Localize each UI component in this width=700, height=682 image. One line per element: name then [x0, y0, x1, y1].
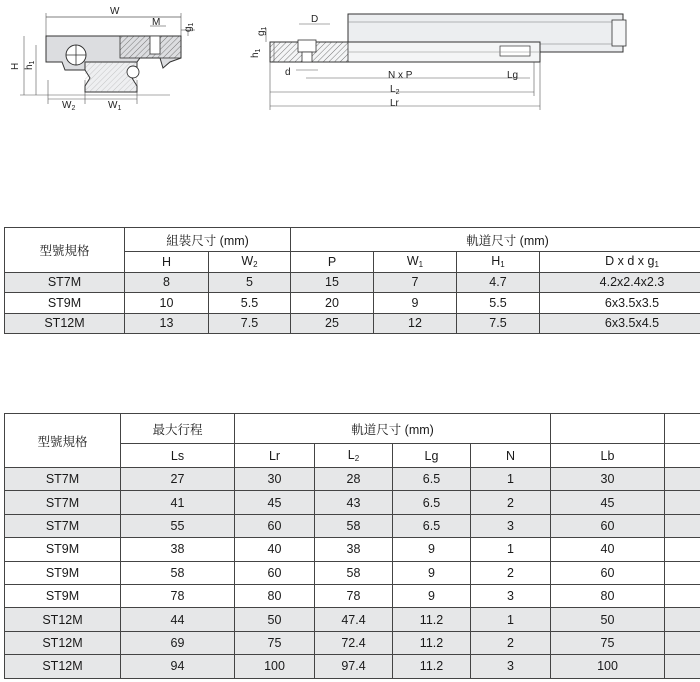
cell-lg: 11.2 [393, 608, 471, 631]
cell-lb: 60 [551, 514, 665, 537]
cell-lr: 30 [235, 468, 315, 491]
rail-group-header: 軌道尺寸 (mm) [235, 414, 551, 444]
cell-model: ST9M [5, 584, 121, 607]
cell-ls: 78 [121, 584, 235, 607]
cell-model: ST12M [5, 631, 121, 654]
label-L2: $L_2$ [390, 84, 400, 96]
cell-lb: 60 [551, 561, 665, 584]
cell-n: 3 [471, 584, 551, 607]
blank-header [551, 414, 665, 444]
cell-l2: 38 [315, 538, 393, 561]
technical-drawings [0, 0, 700, 115]
cell-n: 3 [471, 655, 551, 678]
cell-ls: 55 [121, 514, 235, 537]
label-d: d [285, 67, 291, 78]
label-NxP: N x P [388, 70, 413, 81]
col-L2: $L_2$ [315, 444, 393, 468]
cell-lb: 75 [551, 631, 665, 654]
cell-lb: 30 [551, 468, 665, 491]
label-Lg: Lg [507, 70, 519, 81]
label-side-g1: $g_1$ [256, 26, 268, 36]
cell-lg: 9 [393, 561, 471, 584]
table-row [5, 538, 700, 561]
cell-l2: 47.4 [315, 608, 393, 631]
col-H: H [125, 252, 209, 273]
label-H: H [10, 62, 21, 70]
model-header: 型號規格 [5, 414, 121, 468]
cell-blank [665, 538, 700, 561]
cell-blank [665, 631, 700, 654]
cell-n: 1 [471, 468, 551, 491]
col-N: N [471, 444, 551, 468]
cell-ls: 44 [121, 608, 235, 631]
table-row [5, 655, 700, 678]
cell-lg: 6.5 [393, 491, 471, 514]
assembly-group-header: 組裝尺寸 (mm) [125, 228, 291, 252]
cell-lr: 100 [235, 655, 315, 678]
cell-l2: 97.4 [315, 655, 393, 678]
cell-n: 2 [471, 561, 551, 584]
cell-lb: 100 [551, 655, 665, 678]
table-row [5, 468, 700, 491]
stroke-rail-dimensions-table [4, 413, 700, 679]
cell-blank [665, 584, 700, 607]
table-row: ST7M 8 5 15 7 4.7 4.2x2.4x2.3 [5, 272, 700, 293]
cell-lg: 9 [393, 584, 471, 607]
label-W: W [110, 6, 120, 17]
col-Ddg: D x d x $g_1$ [540, 252, 700, 273]
max-stroke-header: 最大行程 [121, 414, 235, 444]
cell-lr: 45 [235, 491, 315, 514]
label-W1: $W_1$ [108, 100, 122, 112]
cell-n: 1 [471, 538, 551, 561]
model-header: 型號規格 [5, 228, 125, 273]
table-row: ST12M 13 7.5 25 12 7.5 6x3.5x4.5 [5, 313, 700, 334]
cell-blank [665, 655, 700, 678]
col-W1: $W_1$ [374, 252, 457, 273]
cell-model: ST7M [5, 468, 121, 491]
label-D: D [311, 14, 319, 25]
cell-l2: 58 [315, 561, 393, 584]
table-row [5, 561, 700, 584]
cell-n: 2 [471, 491, 551, 514]
col-H1: $H_1$ [457, 252, 540, 273]
cell-blank [665, 468, 700, 491]
cell-model: ST9M [5, 538, 121, 561]
cell-ls: 38 [121, 538, 235, 561]
cell-blank [665, 561, 700, 584]
cell-ls: 27 [121, 468, 235, 491]
cell-lr: 40 [235, 538, 315, 561]
label-Lr: Lr [390, 98, 399, 109]
assembly-dimensions-table [4, 227, 700, 334]
cell-lg: 6.5 [393, 468, 471, 491]
col-Ls: Ls [121, 444, 235, 468]
cell-blank [665, 491, 700, 514]
cell-lr: 50 [235, 608, 315, 631]
cell-lr: 60 [235, 514, 315, 537]
cell-ls: 58 [121, 561, 235, 584]
cell-lr: 80 [235, 584, 315, 607]
col-P: P [291, 252, 374, 273]
table-row [5, 608, 700, 631]
cell-lg: 11.2 [393, 655, 471, 678]
cell-l2: 43 [315, 491, 393, 514]
col-Lg: Lg [393, 444, 471, 468]
cell-model: ST12M [5, 608, 121, 631]
table-row [5, 514, 700, 537]
side-view-drawing [266, 14, 626, 110]
label-W2: $W_2$ [62, 100, 76, 112]
cell-lb: 80 [551, 584, 665, 607]
cell-l2: 72.4 [315, 631, 393, 654]
cell-ls: 69 [121, 631, 235, 654]
cell-blank [665, 608, 700, 631]
col-W2: $W_2$ [209, 252, 291, 273]
cell-n: 1 [471, 608, 551, 631]
table-row [5, 491, 700, 514]
table-row [5, 584, 700, 607]
cell-model: ST7M [5, 514, 121, 537]
blank-col [665, 444, 700, 468]
cell-l2: 58 [315, 514, 393, 537]
cell-n: 2 [471, 631, 551, 654]
label-h1: $h_1$ [24, 60, 36, 70]
table-row: ST9M 10 5.5 20 9 5.5 6x3.5x3.5 [5, 293, 700, 314]
cell-lg: 6.5 [393, 514, 471, 537]
blank-header-2 [665, 414, 700, 444]
rail-group-header: 軌道尺寸 (mm) [291, 228, 700, 252]
label-side-h1: $h_1$ [250, 48, 262, 58]
cell-model: ST7M [5, 491, 121, 514]
cell-ls: 41 [121, 491, 235, 514]
cell-lb: 40 [551, 538, 665, 561]
cell-lb: 50 [551, 608, 665, 631]
cell-model: ST9M [5, 561, 121, 584]
cell-lg: 9 [393, 538, 471, 561]
table-row [5, 631, 700, 654]
col-Lb: Lb [551, 444, 665, 468]
cell-lb: 45 [551, 491, 665, 514]
col-Lr: Lr [235, 444, 315, 468]
cell-ls: 94 [121, 655, 235, 678]
cell-l2: 28 [315, 468, 393, 491]
label-M: M [152, 17, 161, 28]
end-view-drawing [20, 13, 195, 104]
label-g1: $g_1$ [183, 22, 195, 32]
cell-blank [665, 514, 700, 537]
cell-n: 3 [471, 514, 551, 537]
cell-lr: 60 [235, 561, 315, 584]
cell-l2: 78 [315, 584, 393, 607]
cell-model: ST12M [5, 655, 121, 678]
stroke-table-body [5, 468, 700, 679]
cell-lg: 11.2 [393, 631, 471, 654]
cell-lr: 75 [235, 631, 315, 654]
